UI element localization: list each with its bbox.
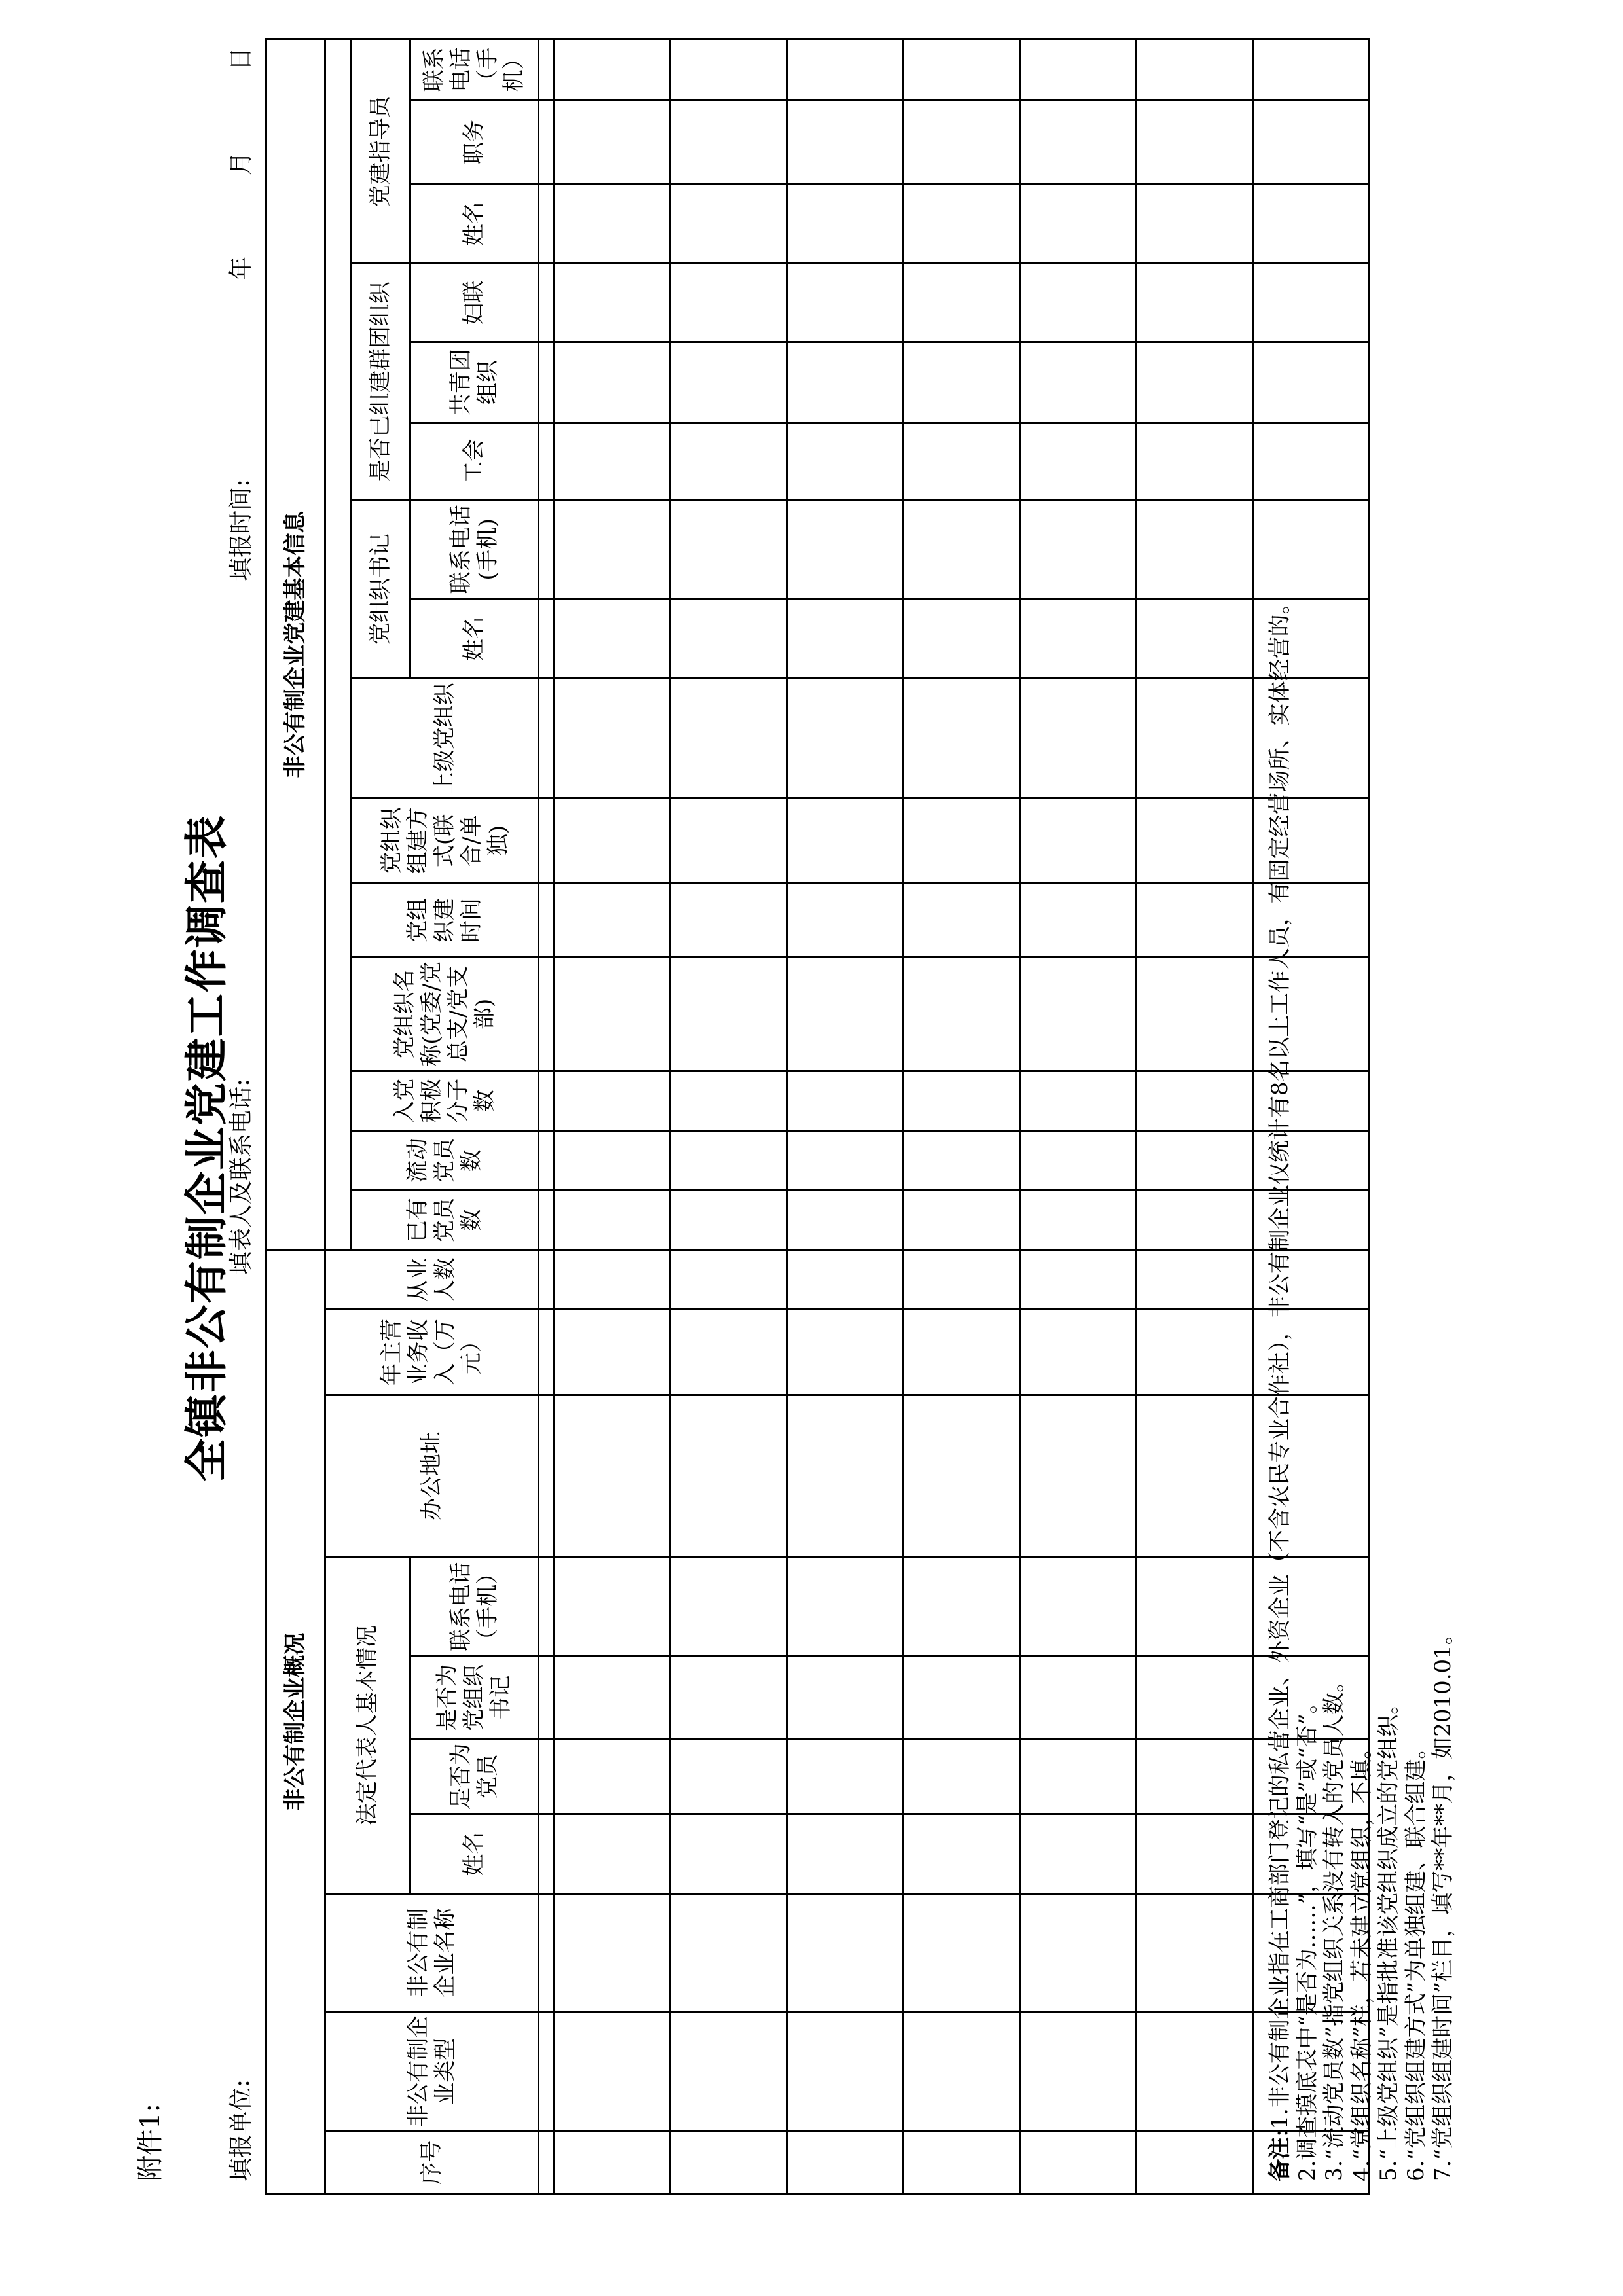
table-cell — [1253, 499, 1370, 599]
table-cell — [903, 1310, 1020, 1395]
table-cell — [670, 1250, 787, 1310]
table-cell — [670, 599, 787, 679]
table-cell — [554, 957, 670, 1071]
table-cell — [554, 100, 670, 184]
table-cell — [670, 264, 787, 342]
date-year-label: 年 — [228, 256, 255, 280]
section-overview-header: 非公有制企业概况 — [266, 1250, 325, 2194]
table-cell — [1137, 1395, 1253, 1557]
table-cell — [1020, 957, 1137, 1071]
table-cell — [670, 884, 787, 958]
table-cell — [539, 342, 554, 423]
table-cell — [554, 342, 670, 423]
table-cell — [903, 423, 1020, 499]
table-cell — [903, 957, 1020, 1071]
survey-table — [265, 38, 1370, 2195]
table-cell — [787, 1250, 903, 1310]
table-cell — [670, 184, 787, 264]
table-cell — [670, 1814, 787, 1894]
table-cell — [670, 798, 787, 883]
table-cell — [1020, 423, 1137, 499]
header-instructor-group: 党建指导员 — [352, 39, 410, 264]
header-org-name: 党组织名称(党委/党总支/党支部) — [352, 957, 539, 1071]
table-cell — [539, 2131, 554, 2194]
table-cell — [670, 342, 787, 423]
table-cell — [787, 39, 903, 101]
header-party-members: 已有党员数 — [352, 1191, 539, 1250]
table-cell — [1253, 342, 1370, 423]
table-cell — [1020, 342, 1137, 423]
header-instructor-duty: 职务 — [410, 100, 539, 184]
header-legal-rep-group: 法定代表人基本情况 — [325, 1557, 410, 1894]
date-day-label: 日 — [228, 46, 255, 71]
appendix-label: 附件1: — [136, 2104, 166, 2181]
table-cell — [539, 1814, 554, 1894]
table-cell — [787, 1739, 903, 1814]
notes-label: 备注 — [1267, 2137, 1293, 2181]
table-cell — [554, 1310, 670, 1395]
table-cell — [1020, 1657, 1137, 1739]
table-cell — [1020, 1814, 1137, 1894]
table-cell — [670, 1071, 787, 1130]
note-line-5: 5.“上级党组织”是指批准该党组织成立的党组织。 — [1376, 1692, 1402, 2181]
section-party-header: 非公有制企业党建基本信息 — [266, 39, 325, 1250]
header-legal-is-secretary: 是否为党组织书记 — [410, 1657, 539, 1739]
table-cell — [1020, 884, 1137, 958]
header-women-federation: 妇联 — [410, 264, 539, 342]
table-cell — [787, 957, 903, 1071]
header-legal-name: 姓名 — [410, 1814, 539, 1894]
table-cell — [1137, 2012, 1253, 2131]
table-cell — [539, 1310, 554, 1395]
table-cell — [539, 1130, 554, 1190]
table-cell — [539, 423, 554, 499]
table-cell — [903, 599, 1020, 679]
table-cell — [539, 957, 554, 1071]
table-cell — [903, 1557, 1020, 1657]
table-cell — [787, 2012, 903, 2131]
table-cell — [1020, 1395, 1137, 1557]
table-cell — [903, 2131, 1020, 2194]
date-month-label: 月 — [228, 151, 255, 175]
table-cell — [670, 1657, 787, 1739]
table-row — [787, 39, 903, 2194]
table-cell — [1137, 264, 1253, 342]
table-cell — [903, 1657, 1020, 1739]
table-cell — [1137, 599, 1253, 679]
table-cell — [554, 1191, 670, 1250]
table-cell — [1137, 1191, 1253, 1250]
table-cell — [903, 342, 1020, 423]
table-cell — [903, 1071, 1020, 1130]
table-cell — [539, 1395, 554, 1557]
table-cell — [1137, 342, 1253, 423]
header-secretary-phone: 联系电话(手机) — [410, 499, 539, 599]
table-cell — [539, 2012, 554, 2131]
table-cell — [554, 1814, 670, 1894]
table-cell — [903, 1395, 1020, 1557]
table-cell — [1137, 679, 1253, 798]
fill-unit-label: 填报单位: — [228, 2079, 255, 2181]
table-cell — [670, 957, 787, 1071]
table-cell — [787, 1071, 903, 1130]
table-cell — [670, 2131, 787, 2194]
table-cell — [670, 423, 787, 499]
table-cell — [1137, 184, 1253, 264]
contact-label: 填表人及联系电话: — [228, 1078, 255, 1275]
table-cell — [554, 798, 670, 883]
table-cell — [1020, 39, 1137, 101]
table-cell — [1020, 1739, 1137, 1814]
table-cell — [903, 39, 1020, 101]
table-cell — [903, 264, 1020, 342]
header-upper-org: 上级党组织 — [352, 679, 539, 798]
table-cell — [554, 599, 670, 679]
table-cell — [787, 342, 903, 423]
header-secretary-name: 姓名 — [410, 599, 539, 679]
table-cell — [670, 679, 787, 798]
header-legal-is-member: 是否为党员 — [410, 1739, 539, 1814]
table-cell — [1137, 1814, 1253, 1894]
table-cell — [554, 2012, 670, 2131]
table-row — [1020, 39, 1137, 2194]
table-cell — [787, 679, 903, 798]
table-cell — [1137, 423, 1253, 499]
table-cell — [1137, 100, 1253, 184]
table-cell — [670, 1557, 787, 1657]
table-cell — [539, 1657, 554, 1739]
table-row — [554, 39, 670, 2194]
table-cell — [1020, 599, 1137, 679]
table-cell — [903, 1893, 1020, 2011]
header-union: 工会 — [410, 423, 539, 499]
table-cell — [1137, 1739, 1253, 1814]
table-cell — [787, 599, 903, 679]
table-cell — [554, 884, 670, 958]
table-cell — [670, 1130, 787, 1190]
table-row — [670, 39, 787, 2194]
table-cell — [539, 100, 554, 184]
header-org-mode: 党组织组建方式(联合/单独) — [352, 798, 539, 883]
table-cell — [1020, 1893, 1137, 2011]
table-cell — [903, 1250, 1020, 1310]
table-cell — [670, 1310, 787, 1395]
header-floating-members: 流动党员数 — [352, 1130, 539, 1190]
table-cell — [1137, 499, 1253, 599]
note-line-6: 6.“党组织组建方式”为单独组建、联合组建。 — [1402, 1736, 1429, 2181]
header-activists: 入党积极分子数 — [352, 1071, 539, 1130]
table-cell — [554, 264, 670, 342]
table-cell — [554, 423, 670, 499]
header-seq: 序号 — [325, 2131, 539, 2194]
table-cell — [554, 1557, 670, 1657]
fill-time-label: 填报时间: — [228, 478, 255, 581]
table-cell — [903, 1814, 1020, 1894]
header-office-address: 办公地址 — [325, 1395, 539, 1557]
table-row — [1137, 39, 1253, 2194]
table-cell — [554, 184, 670, 264]
table-cell — [539, 1739, 554, 1814]
note-line-2: 2.调查摸底表中“是否为……”，填写“是”或“否”。 — [1294, 1691, 1321, 2181]
table-cell — [903, 798, 1020, 883]
table-cell — [787, 1191, 903, 1250]
table-cell — [670, 1893, 787, 2011]
table-cell — [787, 499, 903, 599]
table-cell — [554, 1395, 670, 1557]
table-cell — [903, 1130, 1020, 1190]
note-line-4: 4.“党组织名称”栏，若未建立党组织，不填。 — [1348, 1736, 1375, 2181]
table-cell — [1137, 957, 1253, 1071]
table-cell — [670, 1395, 787, 1557]
table-cell — [787, 798, 903, 883]
table-cell — [554, 679, 670, 798]
table-cell — [787, 1814, 903, 1894]
table-cell — [1020, 1071, 1137, 1130]
header-secretary-group: 党组织书记 — [352, 499, 410, 679]
table-cell — [554, 2131, 670, 2194]
note-text-1: :1.非公有制企业指在工商部门登记的私营企业、外资企业（不含农民专业合作社），非公有制企业仅统计有8名以上工作人员，有固定经营场所、实体经营的。 — [1267, 592, 1293, 2137]
table-cell — [903, 1191, 1020, 1250]
table-cell — [787, 1893, 903, 2011]
table-cell — [1137, 1250, 1253, 1310]
table-cell — [539, 184, 554, 264]
table-cell — [787, 884, 903, 958]
table-cell — [670, 1191, 787, 1250]
header-youth-league: 共青团组织 — [410, 342, 539, 423]
table-cell — [539, 798, 554, 883]
table-cell — [1020, 1557, 1137, 1657]
table-cell — [787, 100, 903, 184]
table-cell — [787, 1395, 903, 1557]
table-cell — [554, 1657, 670, 1739]
table-cell — [1253, 100, 1370, 184]
table-cell — [554, 1071, 670, 1130]
table-cell — [787, 1130, 903, 1190]
note-line-1 — [1267, 592, 1294, 2181]
header-employees: 从业人数 — [325, 1250, 539, 1310]
table-row — [903, 39, 1020, 2194]
table-cell — [554, 1739, 670, 1814]
header-party-spacer — [325, 39, 352, 1250]
header-legal-phone: 联系电话（手机） — [410, 1557, 539, 1657]
table-cell — [1253, 264, 1370, 342]
table-cell — [1020, 1130, 1137, 1190]
table-cell — [903, 884, 1020, 958]
table-cell — [787, 423, 903, 499]
table-cell — [1020, 798, 1137, 883]
table-cell — [1253, 39, 1370, 101]
table-cell — [1253, 423, 1370, 499]
table-cell — [670, 2012, 787, 2131]
table-cell — [1137, 1310, 1253, 1395]
table-cell — [903, 679, 1020, 798]
table-cell — [903, 1739, 1020, 1814]
table-cell — [539, 1557, 554, 1657]
table-cell — [1020, 2131, 1137, 2194]
page-title: 全镇非公有制企业党建工作调查表 — [181, 814, 232, 1482]
header-instructor-name: 姓名 — [410, 184, 539, 264]
table-cell — [670, 100, 787, 184]
header-instructor-phone: 联系电话（手机） — [410, 39, 539, 101]
table-cell — [539, 599, 554, 679]
table-cell — [539, 1191, 554, 1250]
table-cell — [554, 1250, 670, 1310]
table-cell — [554, 1893, 670, 2011]
table-cell — [787, 1557, 903, 1657]
header-enterprise-name: 非公有制企业名称 — [325, 1893, 539, 2011]
header-annual-revenue: 年主营业务收入（万元） — [325, 1310, 539, 1395]
table-cell — [554, 1130, 670, 1190]
table-cell — [787, 264, 903, 342]
table-cell — [903, 184, 1020, 264]
table-cell — [787, 1310, 903, 1395]
table-cell — [1020, 1191, 1137, 1250]
table-cell — [539, 884, 554, 958]
table-cell — [1253, 184, 1370, 264]
table-cell — [1020, 679, 1137, 798]
table-cell — [539, 1250, 554, 1310]
table-cell — [554, 499, 670, 599]
table-cell — [1137, 1130, 1253, 1190]
table-cell — [539, 499, 554, 599]
table-cell — [670, 1739, 787, 1814]
table-cell — [1137, 1657, 1253, 1739]
table-cell — [787, 184, 903, 264]
table-cell — [1020, 1250, 1137, 1310]
header-org-time: 党组织建时间 — [352, 884, 539, 958]
table-cell — [1020, 100, 1137, 184]
table-cell — [1020, 499, 1137, 599]
table-cell — [903, 100, 1020, 184]
notes-block — [1267, 592, 1457, 2181]
table-cell — [903, 2012, 1020, 2131]
table-cell — [1137, 884, 1253, 958]
table-cell — [539, 264, 554, 342]
table-cell — [1137, 1071, 1253, 1130]
table-cell — [539, 39, 554, 101]
table-cell — [670, 39, 787, 101]
table-cell — [539, 1071, 554, 1130]
table-cell — [554, 39, 670, 101]
header-mass-org-group: 是否已组建群团组织 — [352, 264, 410, 499]
table-cell — [539, 1893, 554, 2011]
table-cell — [1137, 2131, 1253, 2194]
note-line-3: 3.“流动党员数”指党组织关系没有转入的党员人数。 — [1321, 1670, 1347, 2181]
table-cell — [1137, 1557, 1253, 1657]
header-enterprise-type: 非公有制企业类型 — [325, 2012, 539, 2131]
table-cell — [1137, 1893, 1253, 2011]
table-cell — [1020, 1310, 1137, 1395]
table-cell — [1020, 264, 1137, 342]
table-cell — [1137, 39, 1253, 101]
note-line-7: 7.“党组织组建时间”栏目，填写**年**月，如2010.01。 — [1430, 1623, 1456, 2181]
table-cell — [539, 679, 554, 798]
table-cell — [787, 1657, 903, 1739]
table-cell — [1020, 2012, 1137, 2131]
table-cell — [1020, 184, 1137, 264]
table-cell — [787, 2131, 903, 2194]
table-cell — [670, 499, 787, 599]
table-cell — [1137, 798, 1253, 883]
table-cell — [903, 499, 1020, 599]
